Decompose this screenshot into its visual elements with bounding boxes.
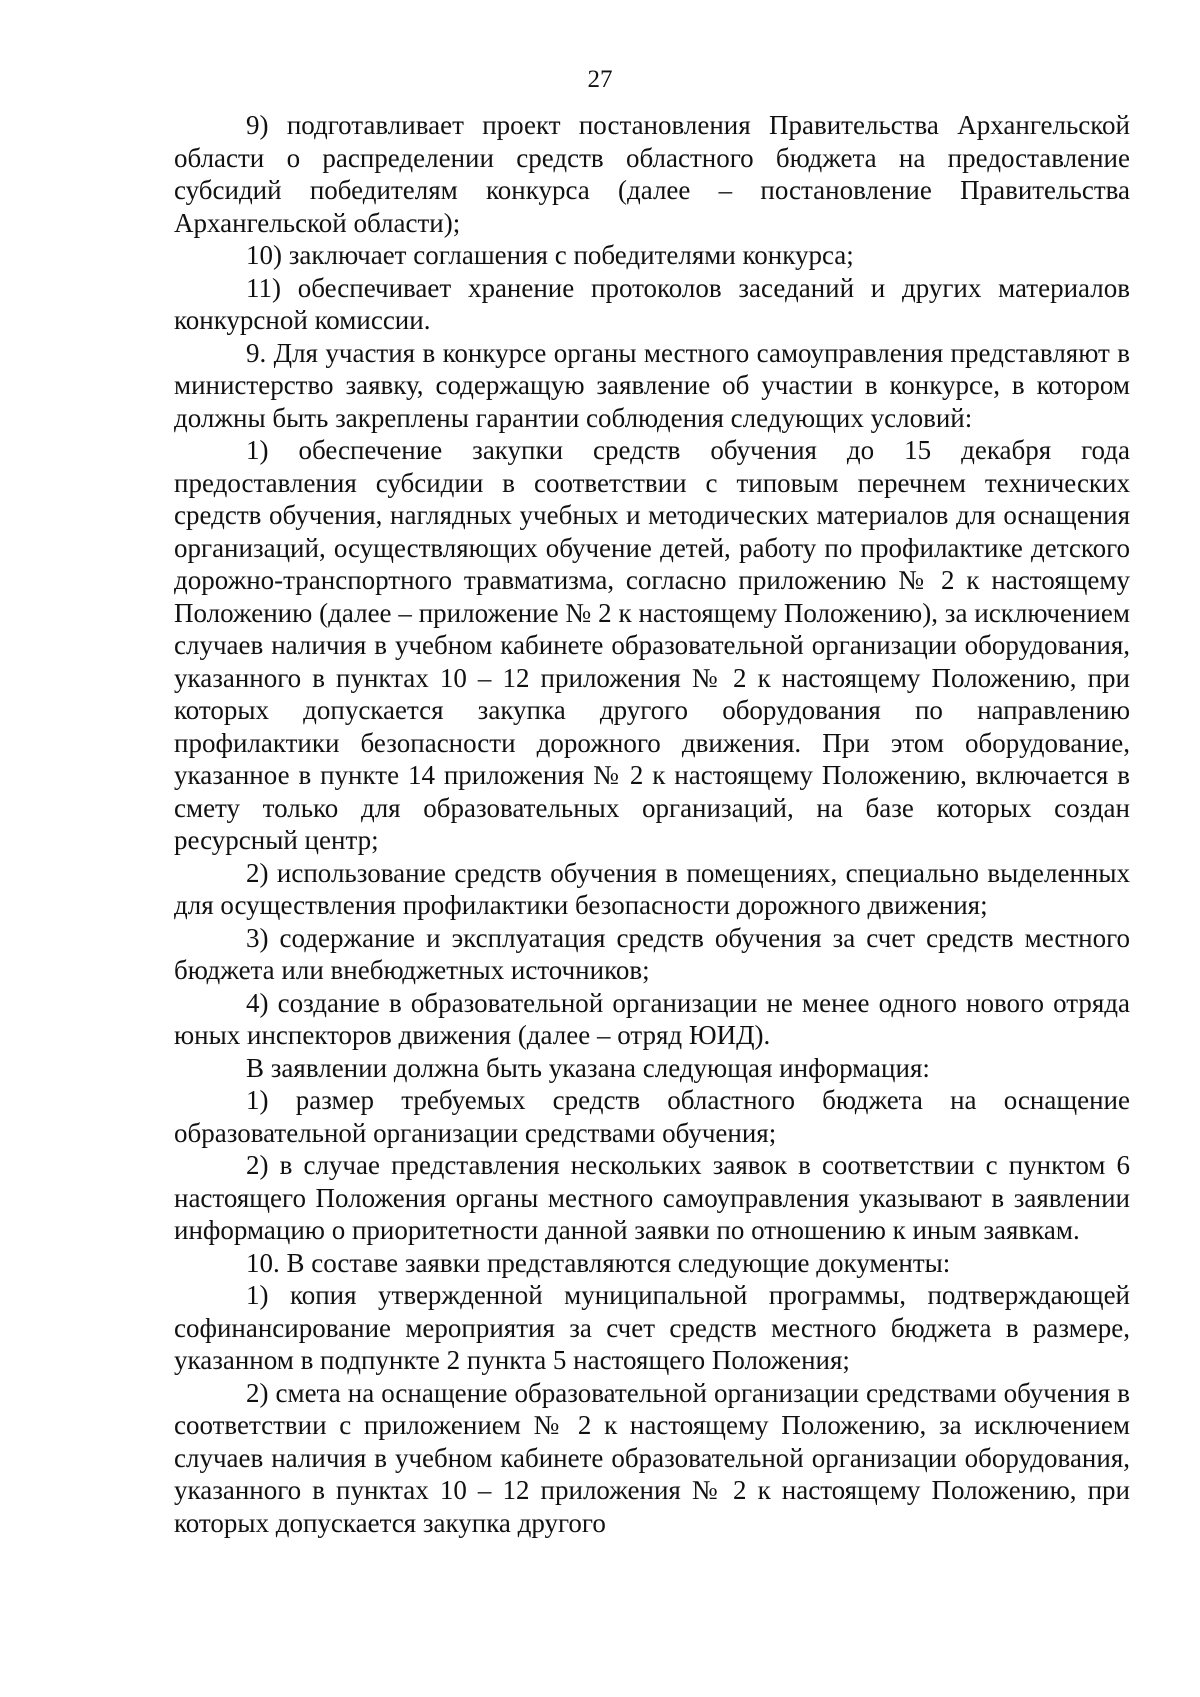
paragraph-item-10: 10) заключает соглашения с победителями конкурса;	[246, 240, 854, 270]
paragraph-section-10: 10. В составе заявки представляются следующие документы:	[246, 1247, 951, 1278]
paragraph-condition-4: 4) создание в образовательной организации не менее одного нового отряда юных инспекторов движения (далее – отряд ЮИД).	[174, 987, 1130, 1050]
paragraph-condition-3: 3) содержание и эксплуатация средств обучения за счет средств местного бюджета или внебюджетных источников;	[174, 922, 1130, 985]
paragraph-condition-1: 1) обеспечение закупки средств обучения до 15 декабря года предоставления субсидии в соответствии с типовым перечнем технических средств обучения, наглядных учебных и методических материалов для оснащения организаций, осуществляющих обучение детей, работу по профилактике детского дорожно-транспортного травматизма, согласно приложению № 2 к настоящему Положению (далее – приложение № 2 к настоящему Положению), за исключением случаев наличия в учебном кабинете образовательной организации оборудования, указанного в пунктах 10 – 12 приложения № 2 к настоящему Положению, при которых допускается закупка другого оборудования по направлению профилактики безопасности дорожного движения. При этом оборудование, указанное в пункте 14 приложения № 2 к настоящему Положению, включается в смету только для образовательных организаций, на базе которых создан ресурсный центр;	[174, 435, 1130, 855]
paragraph-info-2: 2) в случае представления нескольких заявок в соответствии с пунктом 6 настоящего Положения органы местного самоуправления указывают в заявлении информацию о приоритетности данной заявки по отношению к иным заявкам.	[174, 1150, 1130, 1245]
paragraph-item-9: 9) подготавливает проект постановления Правительства Архангельской области о распределении средств областного бюджета на предоставление субсидий победителям конкурса (далее – постановление Правительства Архангельской области);	[174, 110, 1130, 238]
paragraph-application-info: В заявлении должна быть указана следующая информация:	[246, 1052, 930, 1083]
paragraph-info-1: 1) размер требуемых средств областного бюджета на оснащение образовательной организации средствами обучения;	[174, 1085, 1130, 1148]
paragraph-item-11: 11) обеспечивает хранение протоколов заседаний и других материалов конкурсной комиссии.	[174, 272, 1130, 335]
paragraph-section-9: 9. Для участия в конкурсе органы местного самоуправления представляют в министерство заявку, содержащую заявление об участии в конкурсе, в котором должны быть закреплены гарантии соблюдения следующих условий:	[174, 337, 1130, 433]
paragraph-document-1: 1) копия утвержденной муниципальной программы, подтверждающей софинансирование мероприятия за счет средств местного бюджета в размере, указанном в подпункте 2 пункта 5 настоящего Положения;	[174, 1280, 1130, 1375]
page-number: 27	[587, 66, 613, 93]
document-body	[174, 109, 1130, 1539]
paragraph-document-2: 2) смета на оснащение образовательной организации средствами обучения в соответствии с приложением № 2 к настоящему Положению, за исключением случаев наличия в учебном кабинете образовательной организации оборудования, указанного в пунктах 10 – 12 приложения № 2 к настоящему Положению, при которых допускается закупка другого	[174, 1377, 1130, 1538]
paragraph-condition-2: 2) использование средств обучения в помещениях, специально выделенных для осуществления профилактики безопасности дорожного движения;	[174, 857, 1130, 920]
